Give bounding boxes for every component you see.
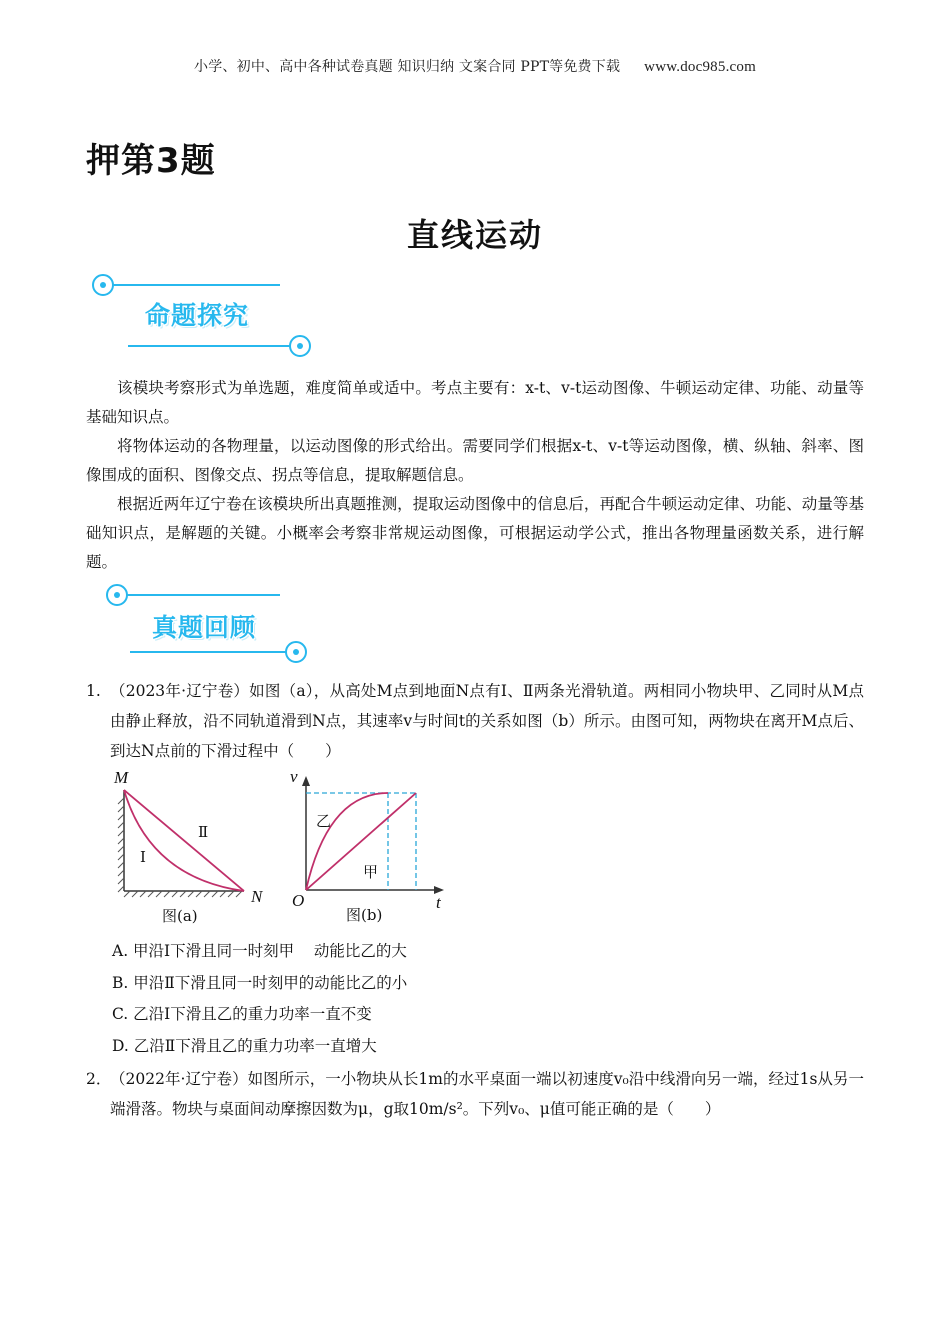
page-title: 押第3题 bbox=[86, 141, 216, 181]
label-track-1: Ⅰ bbox=[140, 848, 146, 866]
question-2 bbox=[86, 1064, 864, 1124]
question-1-figures bbox=[110, 766, 470, 936]
page-header bbox=[0, 56, 950, 76]
figure-b-caption: 图(b) bbox=[346, 906, 383, 924]
option-b[interactable]: B. 甲沿Ⅱ下滑且同一时刻甲的动能比乙的小 bbox=[112, 973, 408, 992]
page-subtitle: 直线运动 bbox=[406, 216, 543, 254]
label-jia: 甲 bbox=[363, 863, 379, 881]
label-N: N bbox=[251, 887, 263, 906]
question-stem: （2022年·辽宁卷）如图所示，一小物块从长1m的水平桌面一端以初速度v₀沿中线滑向另一端，经过1s从另一端滑落。物块与桌面间动摩擦因数为μ，g取10m/s²。下列v₀、μ值可能正确的是（ ） bbox=[110, 1070, 864, 1118]
header-text: 小学、初中、高中各种试卷真题 知识归纳 文案合同 PPT等免费下载 bbox=[194, 59, 621, 75]
banner-label: 命题探究 bbox=[145, 301, 250, 330]
option-c[interactable]: C. 乙沿Ⅰ下滑且乙的重力功率一直不变 bbox=[112, 1005, 372, 1023]
label-yi: 乙 bbox=[316, 812, 332, 830]
banner-label: 真题回顾 bbox=[152, 613, 257, 642]
label-track-2: Ⅱ bbox=[198, 823, 209, 841]
option-a[interactable]: A. 甲沿Ⅰ下滑且同一时刻甲 动能比乙的大 bbox=[112, 942, 407, 960]
figure-b bbox=[290, 767, 444, 924]
label-t: t bbox=[436, 893, 441, 912]
section-banner-proposition bbox=[90, 268, 320, 358]
section-banner-review bbox=[90, 578, 320, 668]
figure-a-caption: 图(a) bbox=[162, 907, 198, 925]
header-url[interactable]: www.doc985.com bbox=[644, 59, 756, 75]
figures-svg bbox=[110, 766, 470, 936]
question-1-options bbox=[112, 936, 407, 1062]
option-d[interactable]: D. 乙沿Ⅱ下滑且乙的重力功率一直增大 bbox=[112, 1036, 377, 1055]
paragraph: 将物体运动的各物理量，以运动图像的形式给出。需要同学们根据x-t、v-t等运动图像，横、纵轴、斜率、图像围成的面积、图像交点、拐点等信息，提取解题信息。 bbox=[86, 437, 864, 484]
v-axis-arrow-icon bbox=[302, 776, 310, 786]
question-number: 1. bbox=[86, 682, 101, 700]
paragraph: 该模块考察形式为单选题，难度简单或适中。考点主要有：x-t、v-t运动图像、牛顿运动定律、功能、动量等基础知识点。 bbox=[86, 379, 864, 426]
label-M: M bbox=[114, 768, 129, 787]
label-v: v bbox=[290, 767, 298, 786]
intro-paragraphs bbox=[86, 374, 864, 577]
question-stem: （2023年·辽宁卷）如图（a），从高处M点到地面N点有Ⅰ、Ⅱ两条光滑轨道。两相同小物块甲、乙同时从M点由静止释放，沿不同轨道滑到N点，其速率v与时间t的关系如图（b）所示。由图可知，两物块在离开M点后、到达N点前的下滑过程中（ ） bbox=[110, 682, 864, 760]
figure-a bbox=[113, 768, 264, 925]
question-number: 2． bbox=[86, 1070, 112, 1088]
question-1 bbox=[86, 676, 864, 766]
label-O: O bbox=[292, 891, 305, 910]
track-2-line bbox=[124, 790, 244, 891]
paragraph: 根据近两年辽宁卷在该模块所出真题推测，提取运动图像中的信息后，再配合牛顿运动定律、功能、动量等基础知识点，是解题的关键。小概率会考察非常规运动图像，可根据运动学公式，推出各物理量函数关系，进行解题。 bbox=[86, 495, 864, 571]
